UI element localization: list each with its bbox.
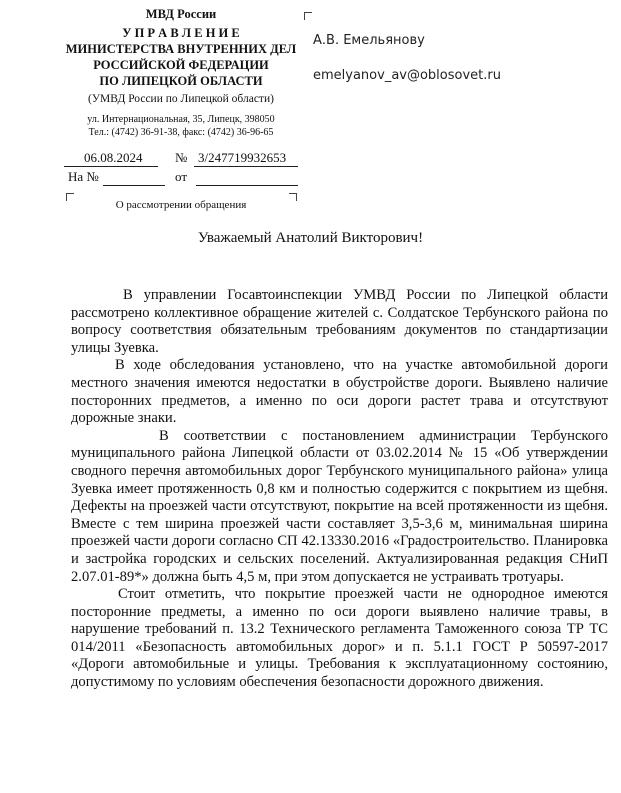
number-label: № bbox=[175, 150, 188, 165]
outgoing-date: 06.08.2024 bbox=[84, 150, 143, 165]
addressee-corner-left bbox=[304, 12, 312, 20]
salutation: Уважаемый Анатолий Викторович! bbox=[197, 230, 424, 246]
letterhead-line-3: ПО ЛИПЕЦКОЙ ОБЛАСТИ bbox=[99, 74, 263, 88]
date-underline bbox=[64, 166, 158, 167]
letterhead-address: ул. Интернациональная, 35, Липецк, 398050 bbox=[87, 114, 275, 125]
paragraph-1: В управлении Госавтоинспекции УМВД России по Липецкой области рассмотрено коллективное обращение жителей с. Солдатское Тербунского района по вопросу соответствия обязательным требованиям документов по стандартизации улицы Зуевка. bbox=[71, 287, 608, 356]
paragraph-4: Стоит отметить, что покрытие проезжей части не однородное имеются посторонние предметы, а именно по оси дороги выявлено наличие травы, в нарушение требований п. 13.2 Технического регламента Таможенного союза ТР ТС 014/2011 «Безопасность автомобильных дорог» и п. 5.1.1 ГОСТ Р 50597-2017 «Дороги автомобильные и улицы. Требования к эксплуатационному состоянию, допустимому по условиям обеспечения безопасности дорожного движения. bbox=[71, 586, 608, 691]
letter-subject: О рассмотрении обращения bbox=[115, 199, 247, 211]
reply-to-number-underline bbox=[103, 185, 165, 186]
letterhead-phones: Тел.: (4742) 36-91-38, факс: (4742) 36-96-65 bbox=[88, 127, 274, 138]
paragraph-3: В соответствии с постановлением администрации Тербунского муниципального района Липецкой области от 03.02.2014 № 15 «Об утверждении сводного перечня автомобильных дорог Тербунского муниципального района» улица Зуевка имеет протяженность 0,8 км и полностью содержится с покрытием из щебня. Дефекты на проезжей части отсутствуют, покрытие на всей протяженности из щебня. Вместе с тем ширина проезжей части составляет 3,5-3,6 м, минимальная ширина проезжей части дороги согласно СП 42.13330.2016 «Градостроительство. Планировка и застройка городских и сельских поселений. Актуализированная редакция СНиП 2.07.01-89*» должна быть 4,5 м, при этом допускается не устраивать тротуары. bbox=[71, 427, 608, 585]
addressee-name: А.В. Емельянову bbox=[313, 33, 425, 48]
outgoing-number: 3/247719932653 bbox=[198, 150, 287, 165]
letterhead bbox=[58, 6, 304, 139]
letterhead-line-1: МИНИСТЕРСТВА ВНУТРЕННИХ ДЕЛ bbox=[65, 42, 297, 56]
reply-from-underline bbox=[196, 185, 298, 186]
letter-body bbox=[71, 287, 608, 692]
reply-to-number-label: На № bbox=[68, 169, 99, 184]
number-underline bbox=[194, 166, 298, 167]
reply-from-label: от bbox=[175, 169, 188, 184]
paragraph-2: В ходе обследования установлено, что на участке автомобильной дороги местного значения имеются недостатки в обустройстве дороги. Выявлено наличие посторонних предметов, а именно по оси дороги растет трава и отсутствуют дорожные знаки. bbox=[71, 357, 608, 427]
ministry-short: МВД России bbox=[145, 7, 217, 21]
letterhead-line-2: РОССИЙСКОЙ ФЕДЕРАЦИИ bbox=[93, 58, 269, 72]
department-title: У П Р А В Л Е Н И Е bbox=[122, 26, 240, 40]
addressee-email: emelyanov_av@oblosovet.ru bbox=[313, 68, 501, 83]
department-abbreviation: (УМВД России по Липецкой области) bbox=[88, 93, 274, 105]
